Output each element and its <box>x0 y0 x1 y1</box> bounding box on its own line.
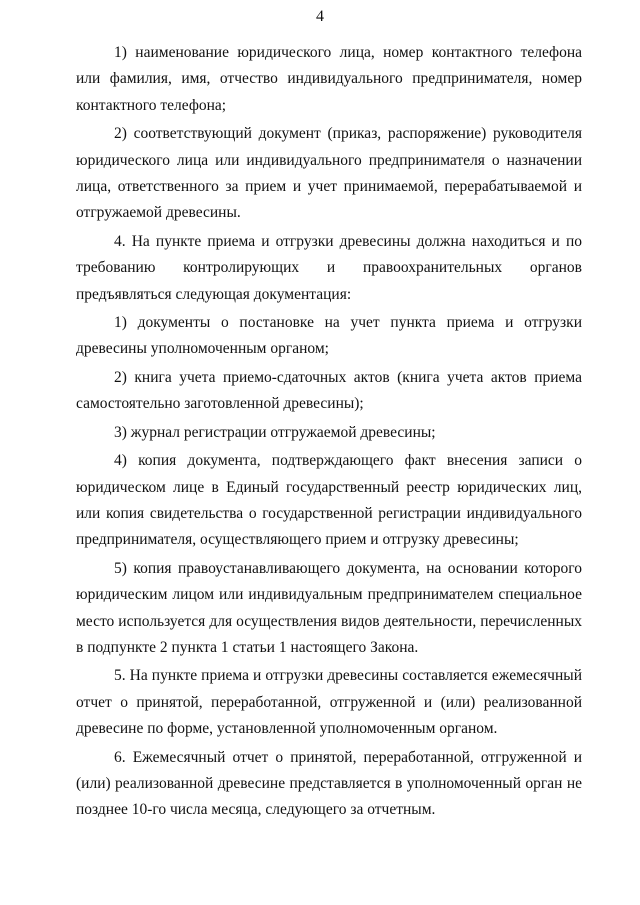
paragraph-doc-3-shipment-log: 3) журнал регистрации отгружаемой древесины; <box>114 423 436 441</box>
page-number: 4 <box>316 8 324 25</box>
paragraph-doc-4-registry-copy: 4) копия документа, подтверждающего факт внесения записи о юридическом лице в Единый государственный реестр юридических лиц, или копия свидетельства о государственной регистрации индивидуального предпринимателя, осуществляющего прием и отгрузку древесины; <box>76 452 582 549</box>
paragraph-doc-1-registration: 1) документы о постановке на учет пункта приема и отгрузки древесины уполномоченным органом; <box>76 314 582 358</box>
paragraph-section-5-monthly-report: 5. На пункте приема и отгрузки древесины составляется ежемесячный отчет о принятой, переработанной, отгруженной и (или) реализованной древесине по форме, установленной уполномоченным органом. <box>76 667 582 738</box>
paragraph-doc-2-acceptance-book: 2) книга учета приемо-сдаточных актов (книга учета актов приема самостоятельно заготовленной древесины); <box>76 368 582 413</box>
paragraph-section-6-report-deadline: 6. Ежемесячный отчет о принятой, переработанной, отгруженной и (или) реализованной древесине представляется в уполномоченный орган не позднее 10-го числа месяца, следующего за отчетным. <box>76 748 582 819</box>
paragraph-item-1-company-name: 1) наименование юридического лица, номер контактного телефона или фамилия, имя, отчество индивидуального предпринимателя, номер контактного телефона; <box>76 44 582 114</box>
paragraph-doc-5-title-document: 5) копия правоустанавливающего документа, на основании которого юридическим лицом или индивидуальным предпринимателем специальное место используется для осуществления видов деятельности, перечисленных в подпункте 2 пункта 1 статьи 1 настоящего Закона. <box>76 559 582 656</box>
document-body <box>76 40 582 826</box>
paragraph-item-2-appointment-document: 2) соответствующий документ (приказ, распоряжение) руководителя юридического лица или индивидуального предпринимателя о назначении лица, ответственного за прием и учет принимаемой, перерабатываемой и отгружаемой древесины. <box>76 125 582 222</box>
paragraph-section-4-required-documents: 4. На пункте приема и отгрузки древесины должна находиться и по требованию контролирующих и правоохранительных органов предъявляться следующая документация: <box>76 232 582 303</box>
